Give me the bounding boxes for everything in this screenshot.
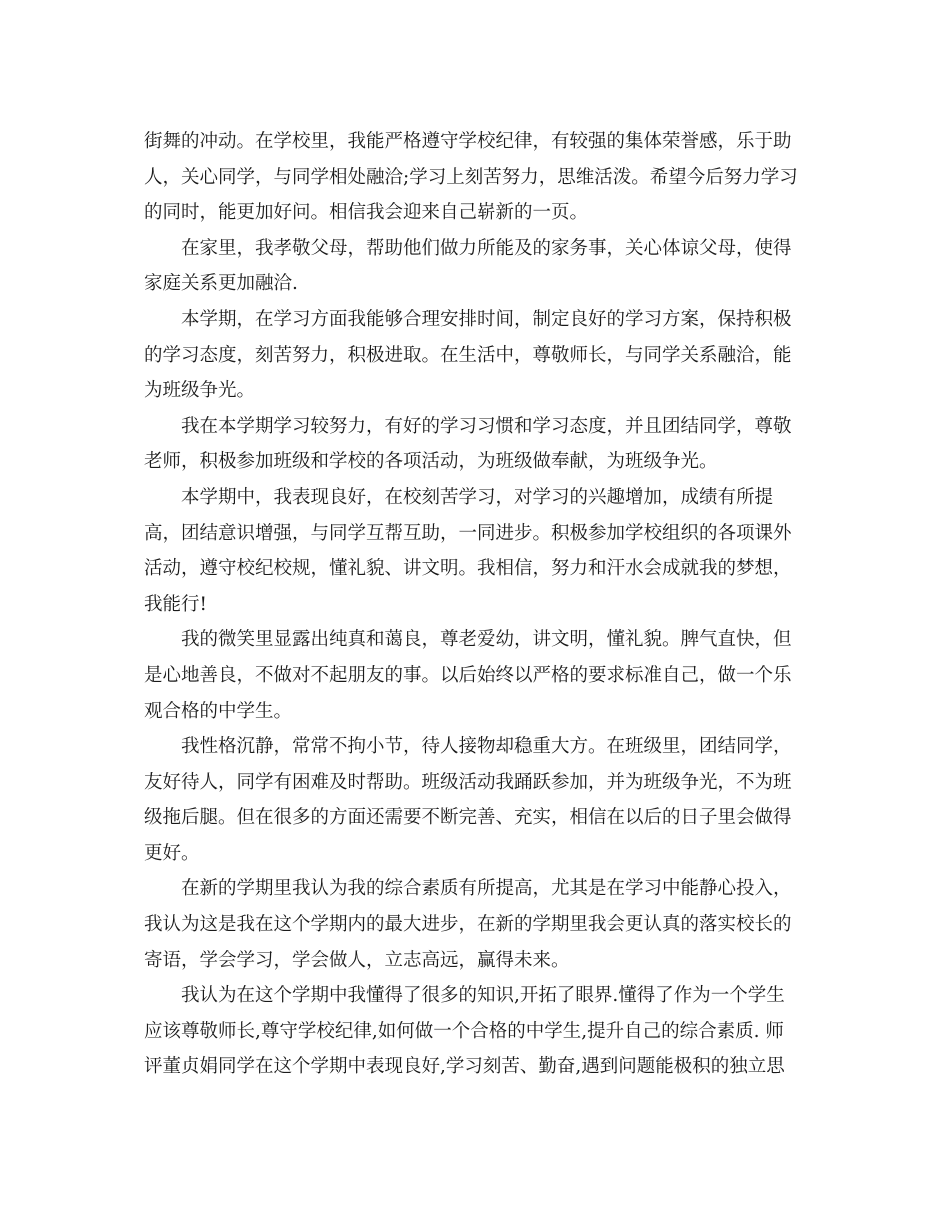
- text-line: 活动，遵守校纪校规，懂礼貌、讲文明。我相信，努力和汗水会成就我的梦想，: [144, 558, 792, 580]
- text-line: 是心地善良，不做对不起朋友的事。以后始终以严格的要求标准自己，做一个乐: [144, 664, 792, 686]
- paragraph-first-line: 我性格沉静，常常不拘小节，待人接物却稳重大方。在班级里，团结同学，: [181, 736, 792, 758]
- text-line: 老师，积极参加班级和学校的各项活动，为班级做奉献，为班级争光。: [144, 451, 718, 473]
- text-line: 为班级争光。: [144, 380, 256, 402]
- text-line: 家庭关系更加融洽.: [144, 273, 298, 295]
- text-line: 应该尊敬师长,尊守学校纪律,如何做一个合格的中学生,提升自己的综合素质. 师: [144, 1020, 784, 1042]
- text-line: 的同时，能更加好问。相信我会迎来自己崭新的一页。: [144, 202, 589, 224]
- text-line: 街舞的冲动。在学校里，我能严格遵守学校纪律，有较强的集体荣誉感，乐于助: [144, 131, 792, 152]
- text-line: 我能行!: [144, 593, 207, 615]
- paragraph-first-line: 在新的学期里我认为我的综合素质有所提高，尤其是在学习中能静心投入，: [181, 878, 792, 900]
- text-line: 人，关心同学，与同学相处融洽;学习上刻苦努力，思维活泼。希望今后努力学习: [144, 166, 798, 188]
- text-line: 观合格的中学生。: [144, 700, 293, 722]
- paragraph-first-line: 我的微笑里显露出纯真和蔼良，尊老爱幼，讲文明，懂礼貌。脾气直快，但: [181, 629, 792, 651]
- paragraph-first-line: 本学期，在学习方面我能够合理安排时间，制定良好的学习方案，保持积极: [181, 308, 792, 330]
- text-line: 高，团结意识增强，与同学互帮互助，一同进步。积极参加学校组织的各项课外: [144, 522, 792, 544]
- paragraph-first-line: 我在本学期学习较努力，有好的学习习惯和学习态度，并且团结同学，尊敬: [181, 415, 792, 437]
- text-line: 我认为这是我在这个学期内的最大进步，在新的学期里我会更认真的落实校长的: [144, 914, 792, 936]
- text-line: 友好待人，同学有困难及时帮助。班级活动我踊跃参加，并为班级争光，不为班: [144, 771, 792, 793]
- text-line: 的学习态度，刻苦努力，积极进取。在生活中，尊敬师长，与同学关系融洽，能: [144, 344, 792, 366]
- text-line: 级拖后腿。但在很多的方面还需要不断完善、充实，相信在以后的日子里会做得: [144, 807, 792, 829]
- paragraph-first-line: 本学期中，我表现良好，在校刻苦学习，对学习的兴趣增加，成绩有所提: [181, 486, 774, 508]
- paragraph-first-line: 我认为在这个学期中我懂得了很多的知识,开拓了眼界.懂得了作为一个学生: [181, 985, 785, 1007]
- paragraph-first-line: 在家里，我孝敬父母，帮助他们做力所能及的家务事，关心体谅父母，使得: [181, 237, 792, 259]
- text-line: 寄语，学会学习，学会做人，立志高远，赢得未来。: [144, 949, 570, 971]
- text-line: 评董贞娟同学在这个学期中表现良好,学习刻苦、勤奋,遇到问题能极积的独立思: [144, 1056, 785, 1078]
- document-body: [144, 124, 804, 1085]
- text-line: 更好。: [144, 842, 200, 864]
